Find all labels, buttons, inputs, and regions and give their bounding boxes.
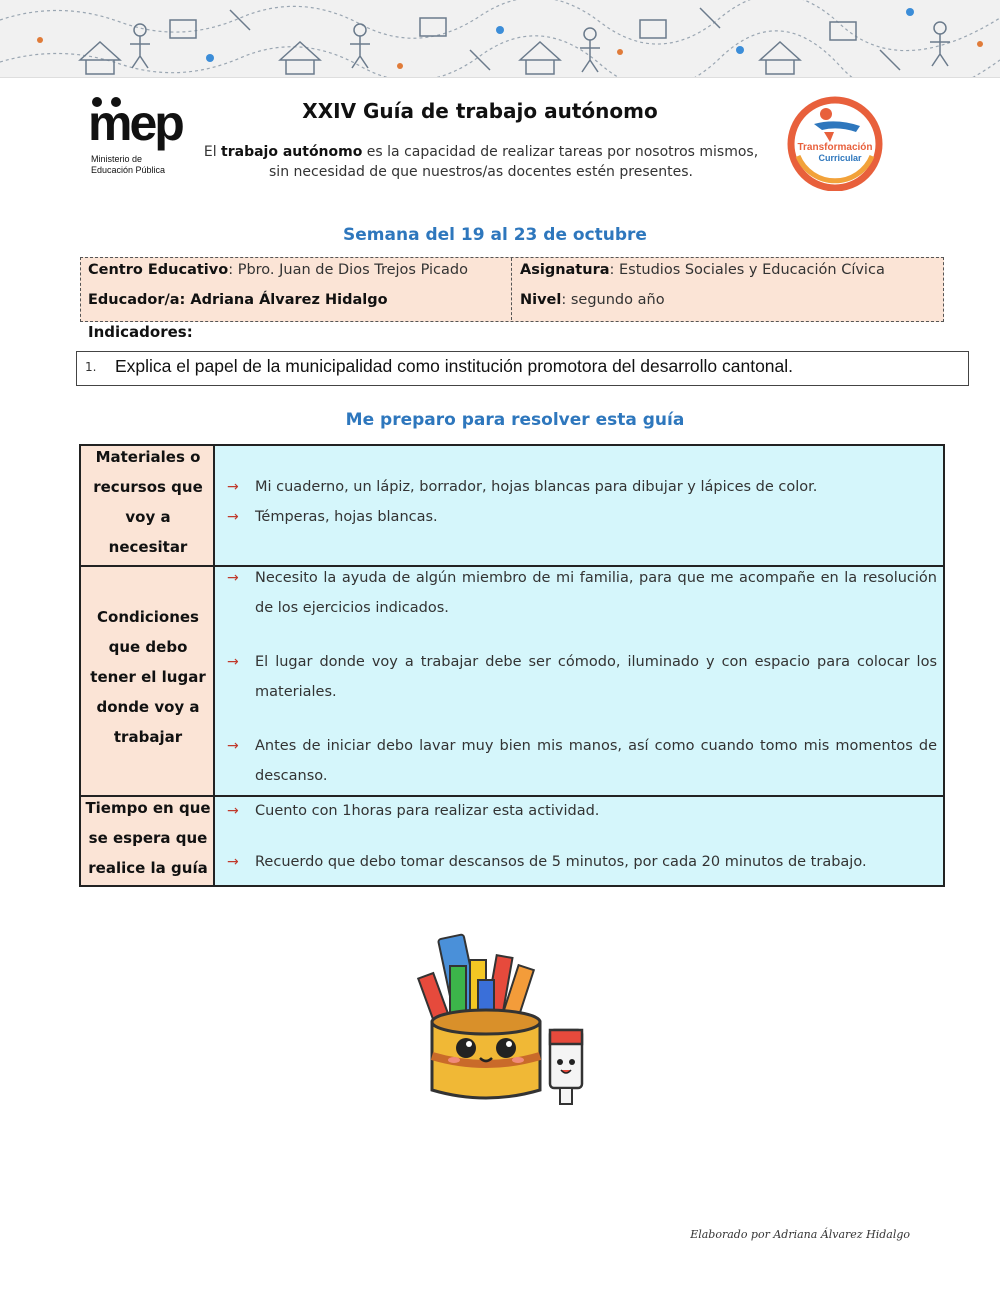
pencil-cup-illustration <box>410 930 610 1115</box>
educador: Educador/a: Adriana Álvarez Hidalgo <box>88 292 388 308</box>
arrow-bullet-icon: → <box>227 509 239 525</box>
arrow-bullet-icon: → <box>227 738 239 754</box>
list-item: → Recuerdo que debo tomar descansos de 5 minutos, por cada 20 minutos de trabajo. <box>221 848 937 878</box>
info-table-divider <box>511 258 512 320</box>
list-item: → Antes de iniciar debo lavar muy bien mis manos, así como cuando tomo mis momentos de descanso. <box>221 732 937 791</box>
list-item: → Mi cuaderno, un lápiz, borrador, hojas blancas para dibujar y lápices de color. <box>221 473 937 503</box>
arrow-bullet-icon: → <box>227 654 239 670</box>
arrow-bullet-icon: → <box>227 854 239 870</box>
indicator-text: Explica el papel de la municipalidad como institución promotora del desarrollo cantonal. <box>115 356 794 376</box>
mep-logo-word: mep <box>88 95 182 151</box>
nivel: Nivel: segundo año <box>520 292 665 308</box>
decorative-banner <box>0 0 1000 78</box>
mep-logo-subtitle: Ministerio de Educación Pública <box>91 154 166 175</box>
arrow-bullet-icon: → <box>227 570 239 586</box>
list-item: → Témperas, hojas blancas. <box>221 503 937 533</box>
list-item: → Cuento con 1horas para realizar esta actividad. <box>221 797 937 827</box>
list-item: → Necesito la ayuda de algún miembro de mi familia, para que me acompañe en la resolución de los ejercicios indicados. <box>221 564 937 623</box>
time-label: Tiempo en que se espera que realice la guía <box>85 799 211 877</box>
tc-logo-line2: Curricular <box>818 153 862 163</box>
arrow-bullet-icon: → <box>227 803 239 819</box>
page-title: XXIV Guía de trabajo autónomo <box>302 99 658 123</box>
arrow-bullet-icon: → <box>227 479 239 495</box>
indicator-item <box>76 351 969 386</box>
indicator-number: 1. <box>85 360 97 374</box>
conditions-label: Condiciones que debo tener el lugar donde voy a trabajar <box>90 608 206 746</box>
intro-text: El trabajo autónomo es la capacidad de realizar tareas por nosotros mismos, sin necesidad de que nuestros/as docentes estén presentes. <box>203 144 759 180</box>
asignatura: Asignatura: Estudios Sociales y Educación Cívica <box>520 262 885 278</box>
tc-logo-line1: Transformación <box>797 142 873 153</box>
prep-heading: Me preparo para resolver esta guía <box>345 410 685 430</box>
prep-table <box>79 444 945 887</box>
list-item: → El lugar donde voy a trabajar debe ser cómodo, iluminado y con espacio para colocar los materiales. <box>221 648 937 707</box>
mep-logo <box>88 96 188 182</box>
indicators-label: Indicadores: <box>88 323 193 341</box>
centro-educativo: Centro Educativo: Pbro. Juan de Dios Trejos Picado <box>88 262 468 278</box>
transformacion-curricular-logo <box>786 96 884 191</box>
week-heading: Semana del 19 al 23 de octubre <box>343 225 647 245</box>
info-table <box>80 257 944 322</box>
materials-label: Materiales o recursos que voy a necesitar <box>93 448 203 556</box>
footer-signature: Elaborado por Adriana Álvarez Hidalgo <box>690 1228 910 1241</box>
